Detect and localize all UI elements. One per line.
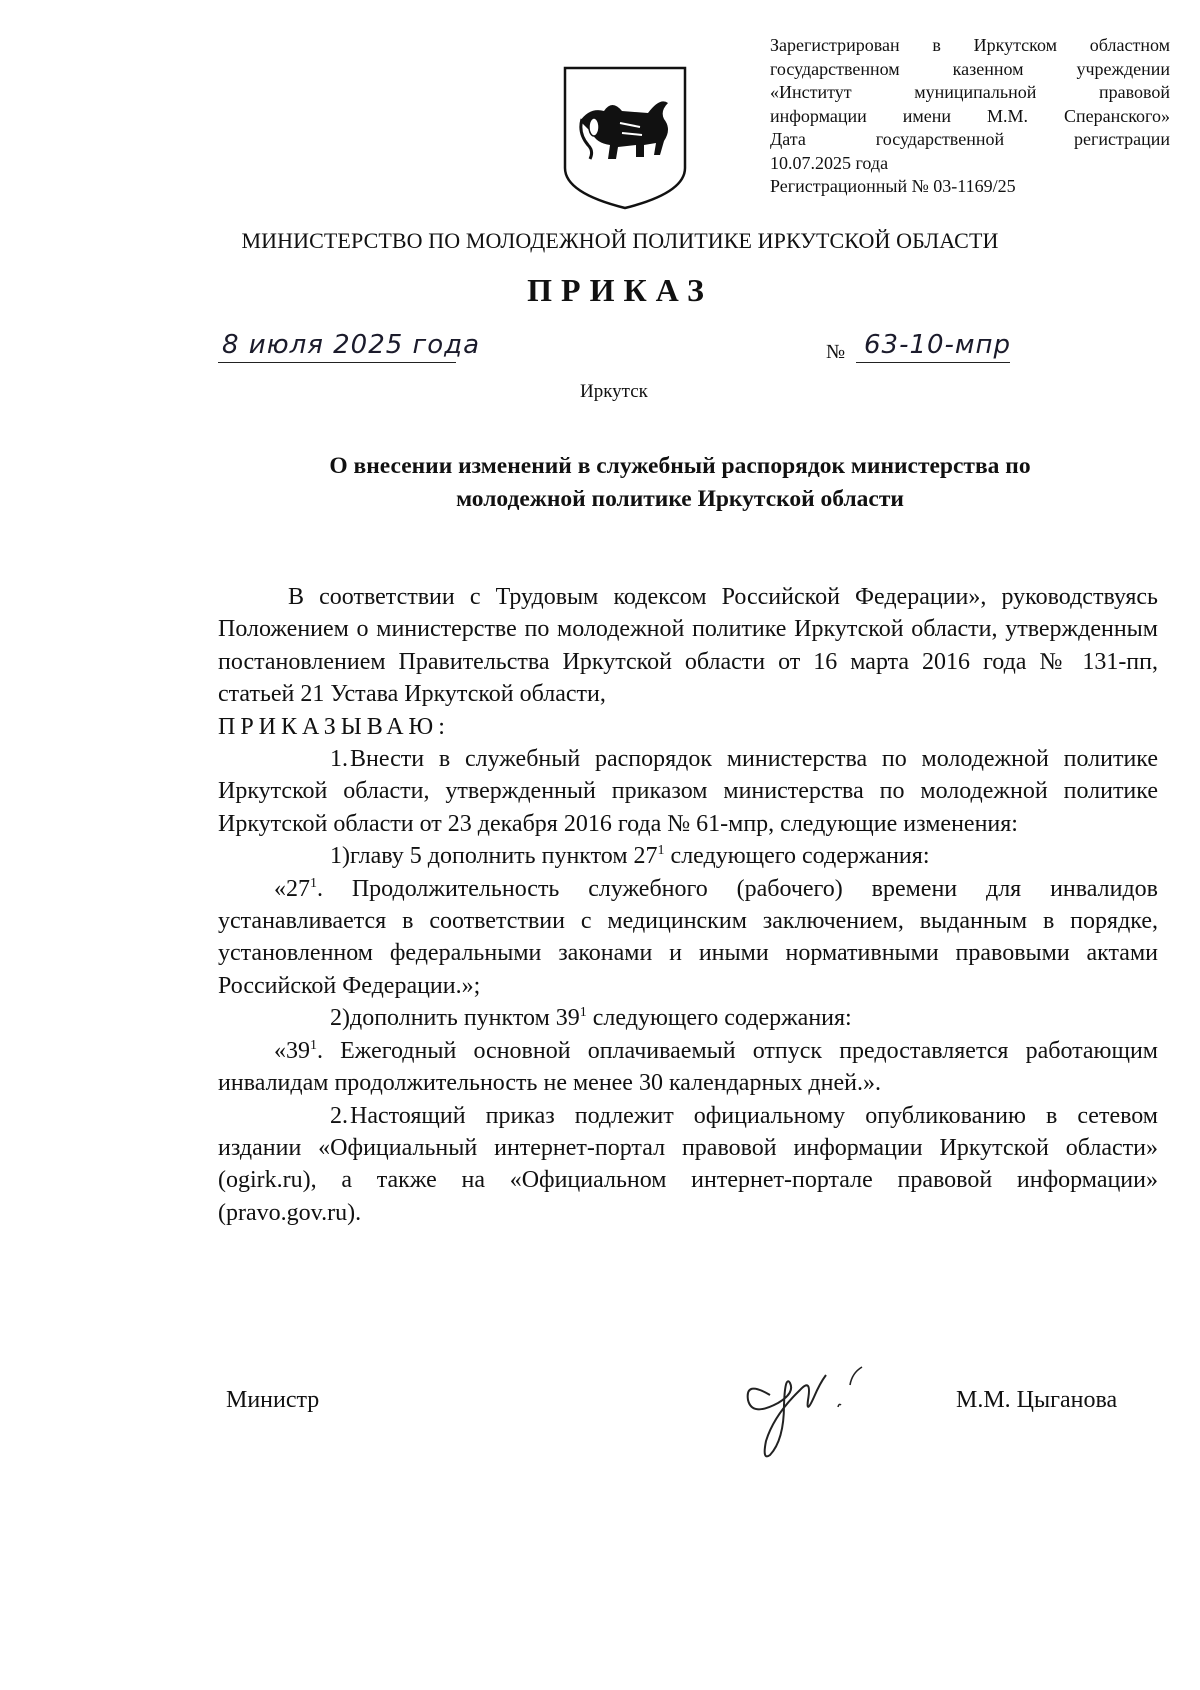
document-type: ПРИКАЗ [527, 272, 713, 308]
registration-line: Зарегистрирован в Иркутском областном [770, 35, 1170, 55]
subitem-number: 1) [330, 843, 350, 870]
registration-stamp [770, 34, 1170, 199]
coat-of-arms-icon [560, 63, 690, 213]
document-body [218, 581, 1158, 1229]
quote-text: . Ежегодный основной оплачиваемый отпуск предоставляется работающим инвалидам продолжительность не менее 30 календарных дней.». [218, 1037, 1158, 1097]
city: Иркутск [580, 381, 648, 402]
item-number: 2. [330, 1102, 348, 1129]
quote-text: «27 [274, 875, 310, 902]
item-1-paragraph [218, 743, 1158, 840]
handwritten-date: 8 июля 2025 года [222, 330, 481, 360]
handwritten-number: 63-10-мпр [864, 330, 1012, 360]
registration-date: 10.07.2025 года [770, 152, 889, 173]
registration-line: информации имени М.М. Сперанского» [770, 105, 1170, 126]
number-sign: № [826, 341, 846, 363]
item-text: Настоящий приказ подлежит официальному опубликованию в сетевом издании «Официальный интернет-портал правовой информации Иркутской области» (ogirk.ru), а также на «Официальном интернет-портале правовой информации» (pravo.gov.ru). [218, 1102, 1158, 1226]
subject-line: молодежной политике Иркутской области [456, 486, 904, 512]
signer-role: Министр [226, 1387, 320, 1413]
subitem-text: главу 5 дополнить пунктом 27 [350, 843, 658, 870]
quote-text: . Продолжительность служебного (рабочего) времени для инвалидов устанавливается в соответствии с медицинским заключением, выданным в порядке, установленном федеральными законами и иными нормативными правовыми актами Российской Федерации.»; [218, 875, 1158, 999]
handwritten-signature [740, 1345, 920, 1465]
registration-number: Регистрационный № 03-1169/25 [770, 176, 1016, 196]
quote-text: «39 [274, 1037, 310, 1064]
item-number: 1. [330, 746, 348, 773]
subitem-text: следующего содержания: [586, 1005, 852, 1032]
subject-line: О внесении изменений в служебный распорядок министерства по [329, 453, 1031, 479]
document-subject [230, 450, 1130, 516]
registration-line: Дата государственной регистрации [770, 129, 1170, 149]
subitem-text: следующего содержания: [664, 843, 930, 870]
quote-1-paragraph [218, 873, 1158, 1003]
superscript: 1 [579, 1005, 587, 1021]
subitem-1-paragraph [218, 840, 1158, 872]
signer-name: М.М. Цыганова [956, 1387, 1118, 1413]
registration-line: государственном казенном учреждении [770, 58, 1170, 79]
item-text: Внести в служебный распорядок министерства по молодежной политике Иркутской области, утвержденный приказом министерства по молодежной политике Иркутской области от 23 декабря 2016 года № 61-мпр, следующие изменения: [218, 746, 1158, 837]
order-word: ПРИКАЗЫВАЮ: [218, 713, 450, 740]
number-underline [856, 362, 1010, 363]
superscript: 1 [310, 1037, 317, 1053]
subitem-2-paragraph [218, 1002, 1158, 1034]
item-2-paragraph [218, 1100, 1158, 1230]
registration-line: «Институт муниципальной правовой [770, 82, 1170, 102]
subitem-text: дополнить пунктом 39 [350, 1005, 580, 1032]
subitem-number: 2) [330, 1005, 350, 1032]
date-underline [218, 362, 456, 363]
preamble-paragraph: В соответствии с Трудовым кодексом Российской Федерации», руководствуясь Положением о министерстве по молодежной политике Иркутской области, утвержденным постановлением Правительства Иркутской области от 16 марта 2016 года № 131-пп, статьей 21 Устава Иркутской области, [218, 584, 1158, 708]
quote-2-paragraph [218, 1035, 1158, 1100]
ministry-name: МИНИСТЕРСТВО ПО МОЛОДЕЖНОЙ ПОЛИТИКЕ ИРКУТСКОЙ ОБЛАСТИ [241, 228, 999, 253]
superscript: 1 [310, 875, 317, 891]
superscript: 1 [657, 843, 665, 859]
